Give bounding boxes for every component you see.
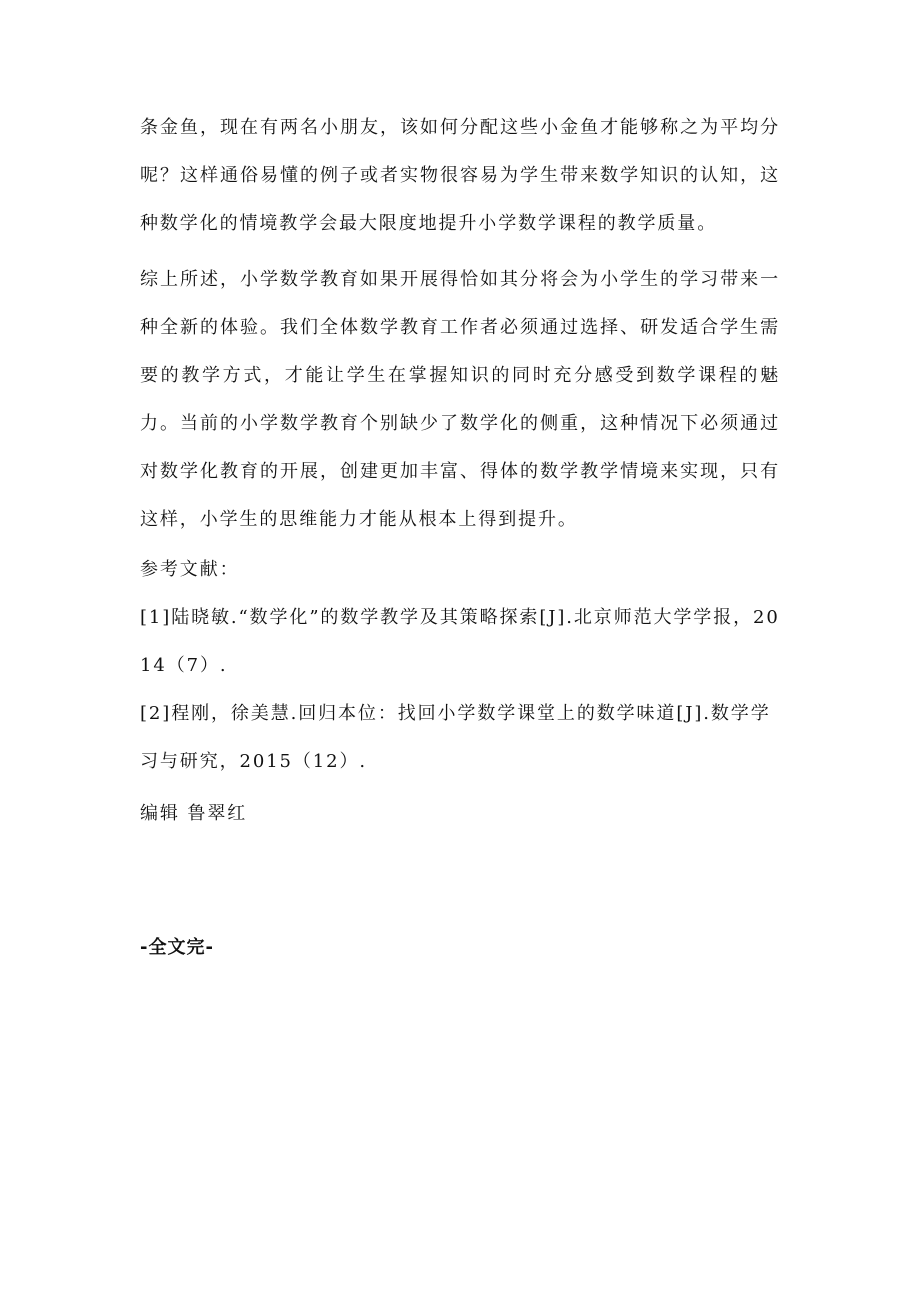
body-paragraph-1: 条金鱼，现在有两名小朋友，该如何分配这些小金鱼才能够称之为平均分呢？这样通俗易懂的例子或者实物很容易为学生带来数学知识的认知，这种数学化的情境教学会最大限度地提升小学数学课程的教学质量。 [140, 117, 780, 234]
references-heading: 参考文献： [140, 559, 240, 580]
reference-item-2: [2]程刚，徐美慧.回归本位：找回小学数学课堂上的数学味道[J].数学学习与研究，2015（12）. [140, 703, 771, 772]
end-of-article-mark: -全文完- [140, 937, 214, 958]
editor-credit: 编辑 鲁翠红 [140, 803, 248, 824]
document-body [140, 104, 780, 838]
body-paragraph-2: 综上所述，小学数学教育如果开展得恰如其分将会为小学生的学习带来一种全新的体验。我们全体数学教育工作者必须通过选择、研发适合学生需要的教学方式，才能让学生在掌握知识的同时充分感受到数学课程的魅力。当前的小学数学教育个别缺少了数学化的侧重，这种情况下必须通过对数学化教育的开展，创建更加丰富、得体的数学教学情境来实现，只有这样，小学生的思维能力才能从根本上得到提升。 [140, 269, 780, 530]
reference-item-1: [1]陆晓敏.“数学化”的数学教学及其策略探索[J].北京师范大学学报，2014（7）. [140, 607, 780, 676]
